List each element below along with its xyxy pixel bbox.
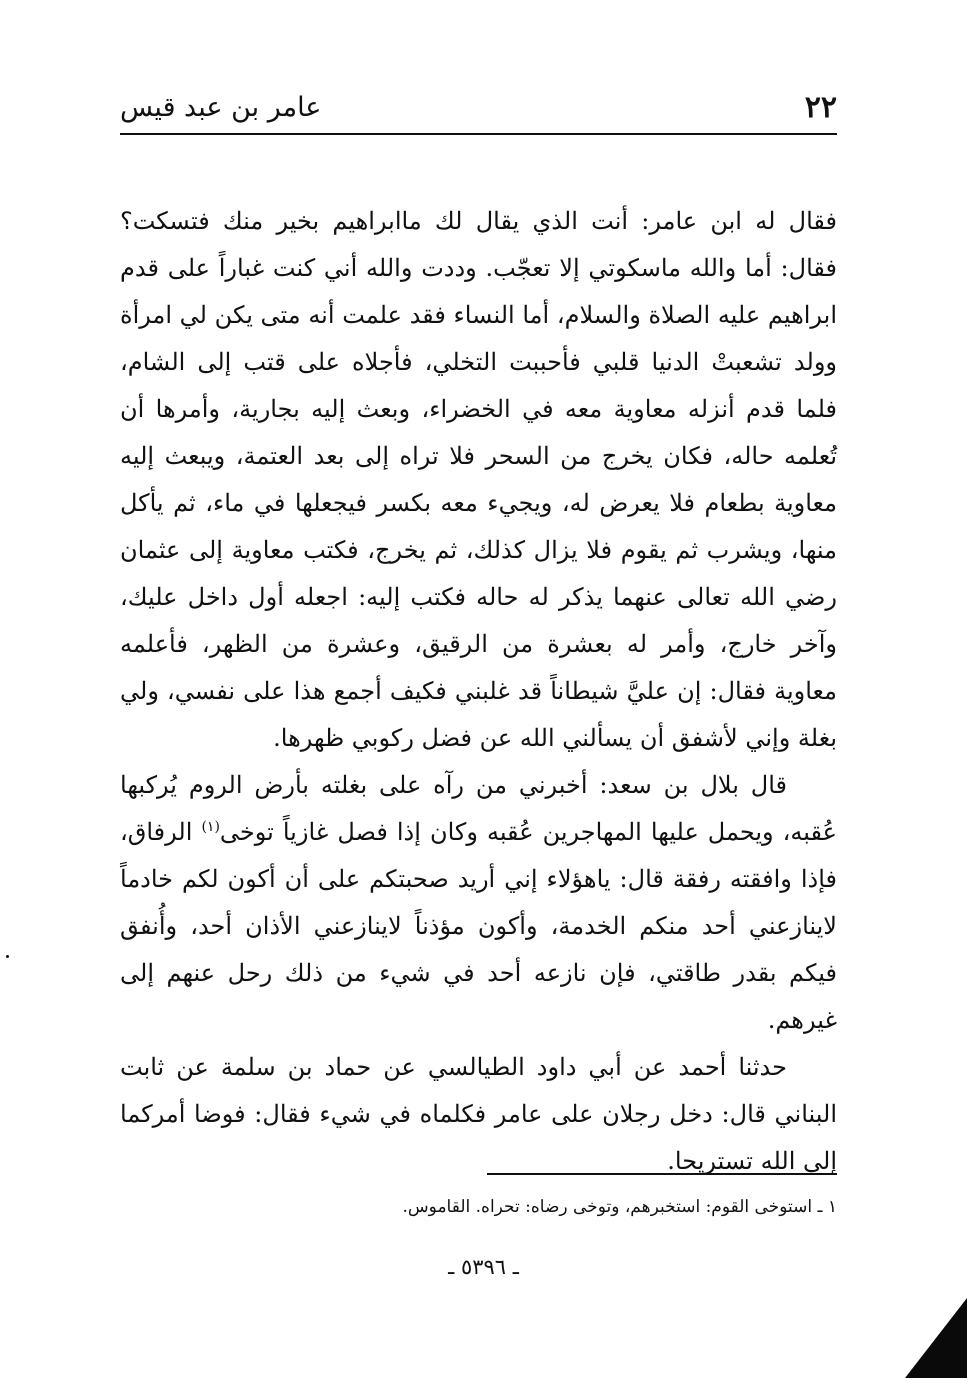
print-page-number: ـ ٥٣٩٦ ـ bbox=[448, 1255, 519, 1279]
scan-corner-shadow bbox=[905, 1298, 967, 1378]
header-divider bbox=[120, 133, 837, 135]
paragraph-1: فقال له ابن عامر: أنت الذي يقال لك ماابراهيم بخير منك فتسكت؟ فقال: أما والله ماسكوتي إلا تعجّب. وددت والله أني كنت غباراً على قدم ابراهيم عليه الصلاة والسلام، أما النساء فقد علمت أنه متى يكن لي امرأة وولد تشعبتْ الدنيا قلبي فأحببت التخلي، فأجلاه على قتب إلى الشام، فلما قدم أنزله معاوية معه في الخضراء، وبعث إليه بجارية، وأمرها أن تُعلمه حاله، فكان يخرج من السحر فلا تراه إلى بعد العتمة، ويبعث إليه معاوية بطعام فلا يعرض له، ويجيء معه بكسر فيجعلها في ماء، ثم يأكل منها، ويشرب ثم يقوم فلا يزال كذلك، ثم يخرج، فكتب معاوية إلى عثمان رضي الله تعالى عنهما يذكر له حاله فكتب إليه: اجعله أول داخل عليك، وآخر خارج، وأمر له بعشرة من الرقيق، وعشرة من الظهر، فأعلمه معاوية فقال: إن عليَّ شيطاناً قد غلبني فكيف أجمع هذا على نفسي، ولي بغلة وإني لأشفق أن يسألني الله عن فضل ركوبي ظهرها. bbox=[120, 207, 837, 752]
book-title: عامر بن عبد قيس bbox=[120, 92, 322, 123]
main-text bbox=[120, 198, 837, 1185]
scan-speck bbox=[6, 955, 9, 958]
paragraph-2-continuation: الرفاق، فإذا وافقته رفقة قال: ياهؤلاء إني أريد صحبتكم على أن أكون لكم خادماً لاينازعني أحد منكم الخدمة، وأكون مؤذناً لاينازعني الأذان أحد، وأُنفق فيكم بقدر طاقتي، فإن نازعه أحد في شيء من ذلك رحل عنهم إلى غيرهم. bbox=[120, 818, 837, 1034]
page-number: ٢٢ bbox=[804, 90, 837, 125]
footnote-reference[interactable]: (١) bbox=[201, 819, 220, 835]
paragraph-2-text: قال بلال بن سعد: أخبرني من رآه على بغلته بأرض الروم يُركبها عُقبه، ويحمل عليها المهاجرين عُقبه وكان إذا فصل غازياً توخى bbox=[120, 771, 837, 846]
paragraph-2 bbox=[120, 762, 837, 1044]
running-header bbox=[120, 88, 837, 128]
footnote-divider bbox=[487, 1173, 837, 1175]
footnote: ١ ـ استوخى القوم: استخبرهم، وتوخى رضاه: تحراه. القاموس. bbox=[402, 1197, 837, 1217]
paragraph-3: حدثنا أحمد عن أبي داود الطيالسي عن حماد بن سلمة عن ثابت البناني قال: دخل رجلان على عامر فكلماه في شيء فقال: فوضا أمركما إلى الله تستريحا. bbox=[120, 1053, 837, 1175]
